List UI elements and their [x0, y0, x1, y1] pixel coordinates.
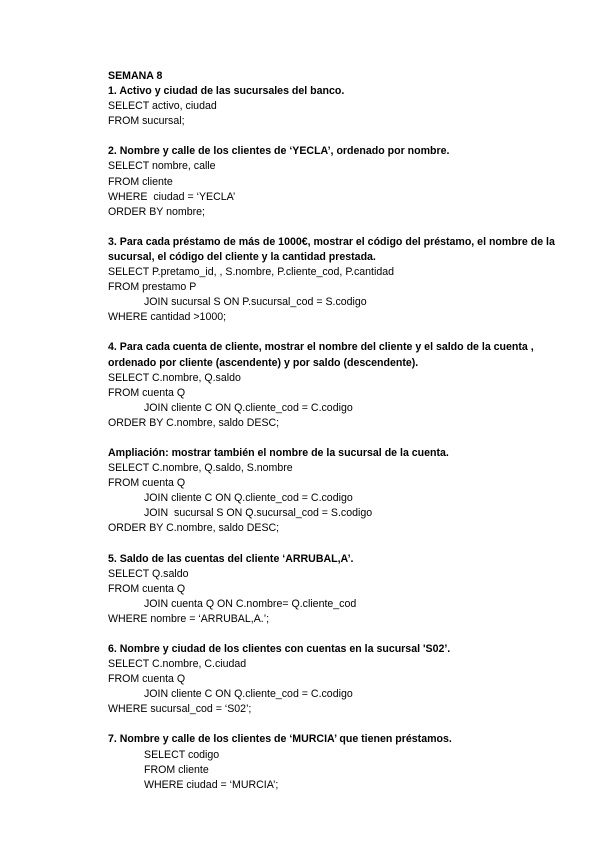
code-line: SELECT P.pretamo_id, , S.nombre, P.cliente_cod, P.cantidad [108, 266, 395, 279]
document-title: SEMANA 8 [108, 70, 163, 82]
section-1-heading: 1. Activo y ciudad de las sucursales del banco. [108, 85, 345, 98]
section-3-heading: 3. Para cada préstamo de más de 1000€, mostrar el código del préstamo, el nombre de la sucursal, el código del cliente y la cantidad prestada. [108, 235, 555, 263]
code-line: SELECT C.nombre, C.ciudad [108, 658, 247, 671]
section-7-heading: 7. Nombre y calle de los clientes de ‘MURCIA’ que tienen préstamos. [108, 733, 452, 746]
code-line: FROM cuenta Q [108, 582, 186, 595]
code-line: JOIN sucursal S ON P.sucursal_cod = S.codigo [144, 296, 367, 309]
section-4-heading: 4. Para cada cuenta de cliente, mostrar el nombre del cliente y el saldo de la cuenta , ordenado por cliente (ascendente) y por saldo (descendente). [108, 341, 534, 369]
code-line: FROM cuenta Q [108, 477, 186, 490]
code-line: ORDER BY C.nombre, saldo DESC; [108, 416, 280, 429]
code-line: WHERE sucursal_cod = ‘S02’; [108, 703, 252, 716]
section-6-heading: 6. Nombre y ciudad de los clientes con cuentas en la sucursal 'S02’. [108, 643, 451, 655]
document-content [108, 69, 578, 793]
code-line: FROM cliente [108, 175, 173, 188]
code-line: JOIN cuenta Q ON C.nombre= Q.cliente_cod [144, 597, 357, 610]
code-line: ORDER BY C.nombre, saldo DESC; [108, 522, 280, 535]
extension-heading: Ampliación: mostrar también el nombre de la sucursal de la cuenta. [108, 446, 449, 459]
code-line: SELECT Q.saldo [108, 567, 189, 580]
code-line: JOIN cliente C ON Q.cliente_cod = C.codigo [144, 492, 353, 505]
code-line: FROM cuenta Q [108, 673, 186, 686]
section-5-heading: 5. Saldo de las cuentas del cliente ‘ARRUBAL,A’. [108, 552, 354, 565]
code-line: ORDER BY nombre; [108, 205, 205, 218]
code-line: WHERE nombre = ‘ARRUBAL,A.’; [108, 612, 270, 625]
code-line: SELECT C.nombre, Q.saldo, S.nombre [108, 462, 293, 475]
code-line: SELECT nombre, calle [108, 160, 216, 173]
code-line: JOIN cliente C ON Q.cliente_cod = C.codigo [144, 401, 353, 414]
code-line: JOIN cliente C ON Q.cliente_cod = C.codigo [144, 688, 353, 701]
code-line: SELECT codigo [144, 748, 220, 761]
section-2-heading: 2. Nombre y calle de los clientes de ‘YECLA’, ordenado por nombre. [108, 145, 450, 158]
code-line: SELECT C.nombre, Q.saldo [108, 371, 241, 384]
code-line: JOIN sucursal S ON Q.sucursal_cod = S.codigo [144, 507, 373, 520]
code-line: FROM prestamo P [108, 281, 197, 294]
code-line: FROM sucursal; [108, 115, 185, 128]
code-line: FROM cuenta Q [108, 386, 186, 399]
code-line: WHERE ciudad = ‘MURCIA’; [144, 778, 279, 791]
code-line: WHERE ciudad = ‘YECLA’ [108, 190, 236, 203]
code-line: FROM cliente [144, 763, 209, 776]
code-line: SELECT activo, ciudad [108, 100, 217, 113]
code-line: WHERE cantidad >1000; [108, 311, 227, 324]
